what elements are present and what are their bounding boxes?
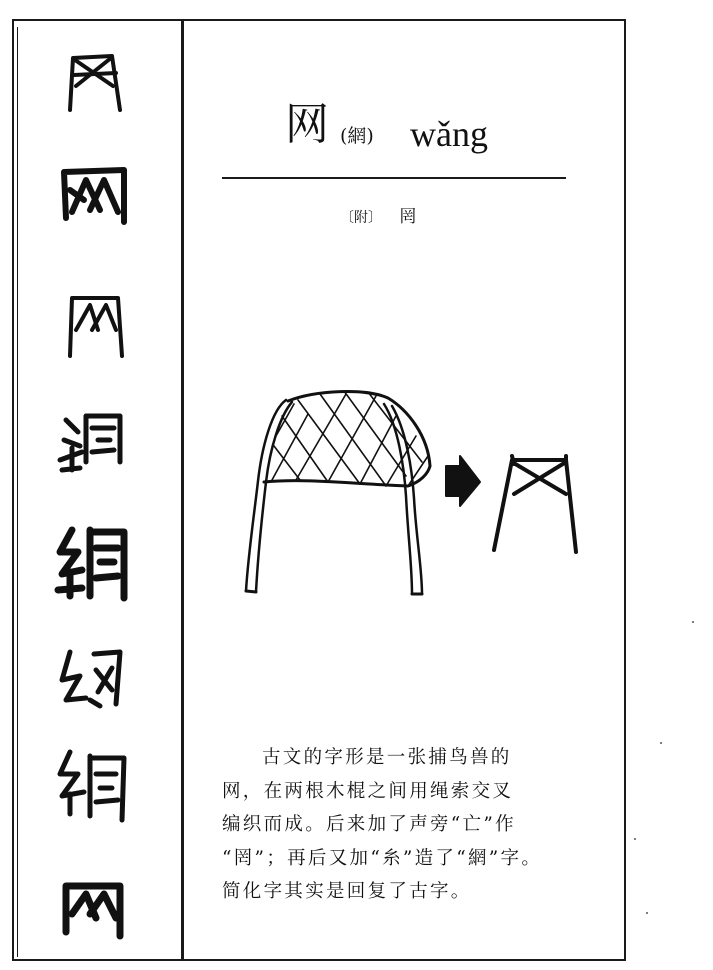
glyph-clerical: [60, 416, 120, 470]
variant-character: 罔: [399, 207, 417, 227]
right-stick: [384, 404, 422, 594]
description-line: “罔”；再后又加“糸”造了“網”字。: [222, 847, 543, 869]
result-glyph: [494, 456, 576, 552]
left-stick: [246, 400, 292, 592]
scan-speck: [634, 838, 636, 840]
glyph-running: [60, 752, 124, 820]
scan-speck: [692, 621, 694, 623]
description-line: 编织而成。后来加了声旁“亡”作: [222, 814, 516, 835]
variant-tag: 〔附〕: [340, 210, 382, 226]
description-line: 网，在两根木棍之间用绳索交叉: [222, 780, 514, 802]
description: [222, 741, 582, 909]
glyph-oracle-bone: [70, 56, 120, 110]
scan-speck: [646, 912, 648, 914]
net-illustration: [236, 386, 586, 606]
scan-speck: [660, 742, 662, 744]
entry-heading: [222, 95, 566, 165]
glyph-simplified: [66, 886, 120, 936]
glyph-bronze: [64, 170, 124, 222]
glyph-seal: [70, 298, 122, 356]
heading-rule: [222, 177, 566, 179]
variant-line: [340, 205, 416, 230]
entry-character: 网: [285, 99, 329, 150]
glyph-cursive: [62, 652, 120, 706]
description-line: 简化字其实是回复了古字。: [222, 881, 472, 902]
entry-pinyin: wǎng: [410, 114, 488, 154]
glyph-regular: [58, 530, 124, 598]
right-arrow-icon: [446, 456, 480, 506]
entry-traditional: (網): [340, 125, 374, 147]
description-line: 古文的字形是一张捕鸟兽的: [262, 747, 512, 768]
